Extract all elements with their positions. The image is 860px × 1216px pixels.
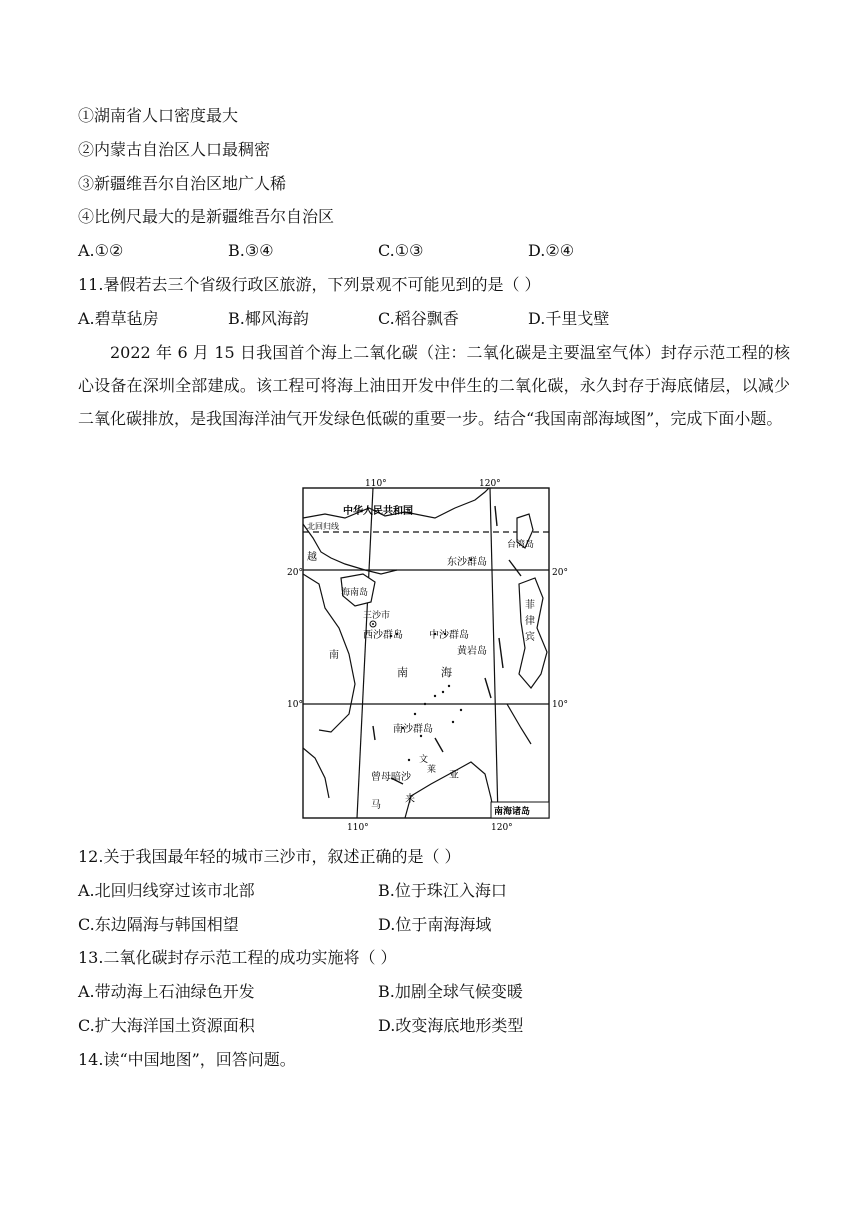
q12-option-d: D.位于南海海域 xyxy=(378,915,492,934)
lat-10-left: 10° xyxy=(287,700,303,710)
label-sea-2: 海 xyxy=(441,666,452,679)
q11-option-c: C.稻谷飘香 xyxy=(378,309,459,328)
q10-option-a: A.①② xyxy=(78,241,124,260)
lon-120-top: 120° xyxy=(479,479,501,489)
statement-4: ④比例尺最大的是新疆维吾尔自治区 xyxy=(78,207,335,226)
label-wenlai-2: 莱 xyxy=(427,765,437,775)
lon-120-bottom: 120° xyxy=(491,823,513,833)
label-huangyan: 黄岩岛 xyxy=(457,646,487,657)
label-phil-3: 宾 xyxy=(525,632,535,643)
label-dongsha: 东沙群岛 xyxy=(447,557,487,568)
lon-110-bottom: 110° xyxy=(347,823,369,833)
label-zengmu: 曾母暗沙 xyxy=(371,772,411,783)
label-ya: 亚 xyxy=(449,770,459,781)
label-yue: 越 xyxy=(307,552,317,563)
label-china: 中华人民共和国 xyxy=(343,506,413,517)
label-sea-1: 南 xyxy=(397,666,408,679)
inset-label: 南海诸岛 xyxy=(494,807,531,817)
label-lai: 来 xyxy=(405,794,415,805)
label-ma: 马 xyxy=(371,800,381,811)
q12-option-a: A.北回归线穿过该市北部 xyxy=(78,881,255,900)
label-phil-1: 菲 xyxy=(525,600,535,611)
lon-110-top: 110° xyxy=(365,479,387,489)
passage: 2022 年 6 月 15 日我国首个海上二氧化碳（注：二氧化碳是主要温室气体）封存示范工程的核心设备在深圳全部建成。该工程可将海上油田开发中伴生的二氧化碳，永久封存于海底储层，以减少二氧化碳排放，是我国海洋油气开发绿色低碳的重要一步。结合“我国南部海域图”，完成下面小题。 xyxy=(78,343,790,428)
label-wenlai-1: 文 xyxy=(419,755,429,765)
q12-stem: 12.关于我国最年轻的城市三沙市，叙述正确的是（ ） xyxy=(78,847,461,866)
q13-option-a: A.带动海上石油绿色开发 xyxy=(78,982,255,1001)
q11-option-a: A.碧草毡房 xyxy=(78,309,159,328)
q10-option-b: B.③④ xyxy=(228,241,274,260)
label-nansha: 南沙群岛 xyxy=(393,724,433,735)
q11-option-b: B.椰风海韵 xyxy=(228,309,309,328)
label-phil-2: 律 xyxy=(525,616,535,627)
lat-20-right: 20° xyxy=(552,568,568,578)
label-zhongsha: 中沙群岛 xyxy=(429,630,469,641)
q13-stem: 13.二氧化碳封存示范工程的成功实施将（ ） xyxy=(78,948,397,967)
q14-stem: 14.读“中国地图”，回答问题。 xyxy=(78,1050,296,1069)
q11-stem: 11.暑假若去三个省级行政区旅游，下列景观不可能见到的是（ ） xyxy=(78,275,541,294)
label-hainan: 海南岛 xyxy=(341,588,369,598)
label-taiwan: 台湾岛 xyxy=(507,540,535,550)
q12-option-b: B.位于珠江入海口 xyxy=(378,881,507,900)
south-sea-map xyxy=(285,478,575,834)
statement-1: ①湖南省人口密度最大 xyxy=(78,106,239,125)
q13-option-b: B.加剧全球气候变暖 xyxy=(378,982,523,1001)
statement-3: ③新疆维吾尔自治区地广人稀 xyxy=(78,174,287,193)
label-tropic: 北回归线 xyxy=(307,522,339,531)
label-nan-country: 南 xyxy=(329,650,339,661)
q10-option-d: D.②④ xyxy=(528,241,575,260)
q11-option-d: D.千里戈壁 xyxy=(528,309,610,328)
q13-option-c: C.扩大海洋国土资源面积 xyxy=(78,1016,255,1035)
lat-10-right: 10° xyxy=(552,700,568,710)
q10-option-c: C.①③ xyxy=(378,241,424,260)
label-sansha: 三沙市 xyxy=(363,611,391,621)
label-xisha: 西沙群岛 xyxy=(363,630,403,641)
q13-option-d: D.改变海底地形类型 xyxy=(378,1016,524,1035)
q12-option-c: C.东边隔海与韩国相望 xyxy=(78,915,239,934)
statement-2: ②内蒙古自治区人口最稠密 xyxy=(78,140,271,159)
lat-20-left: 20° xyxy=(287,568,303,578)
